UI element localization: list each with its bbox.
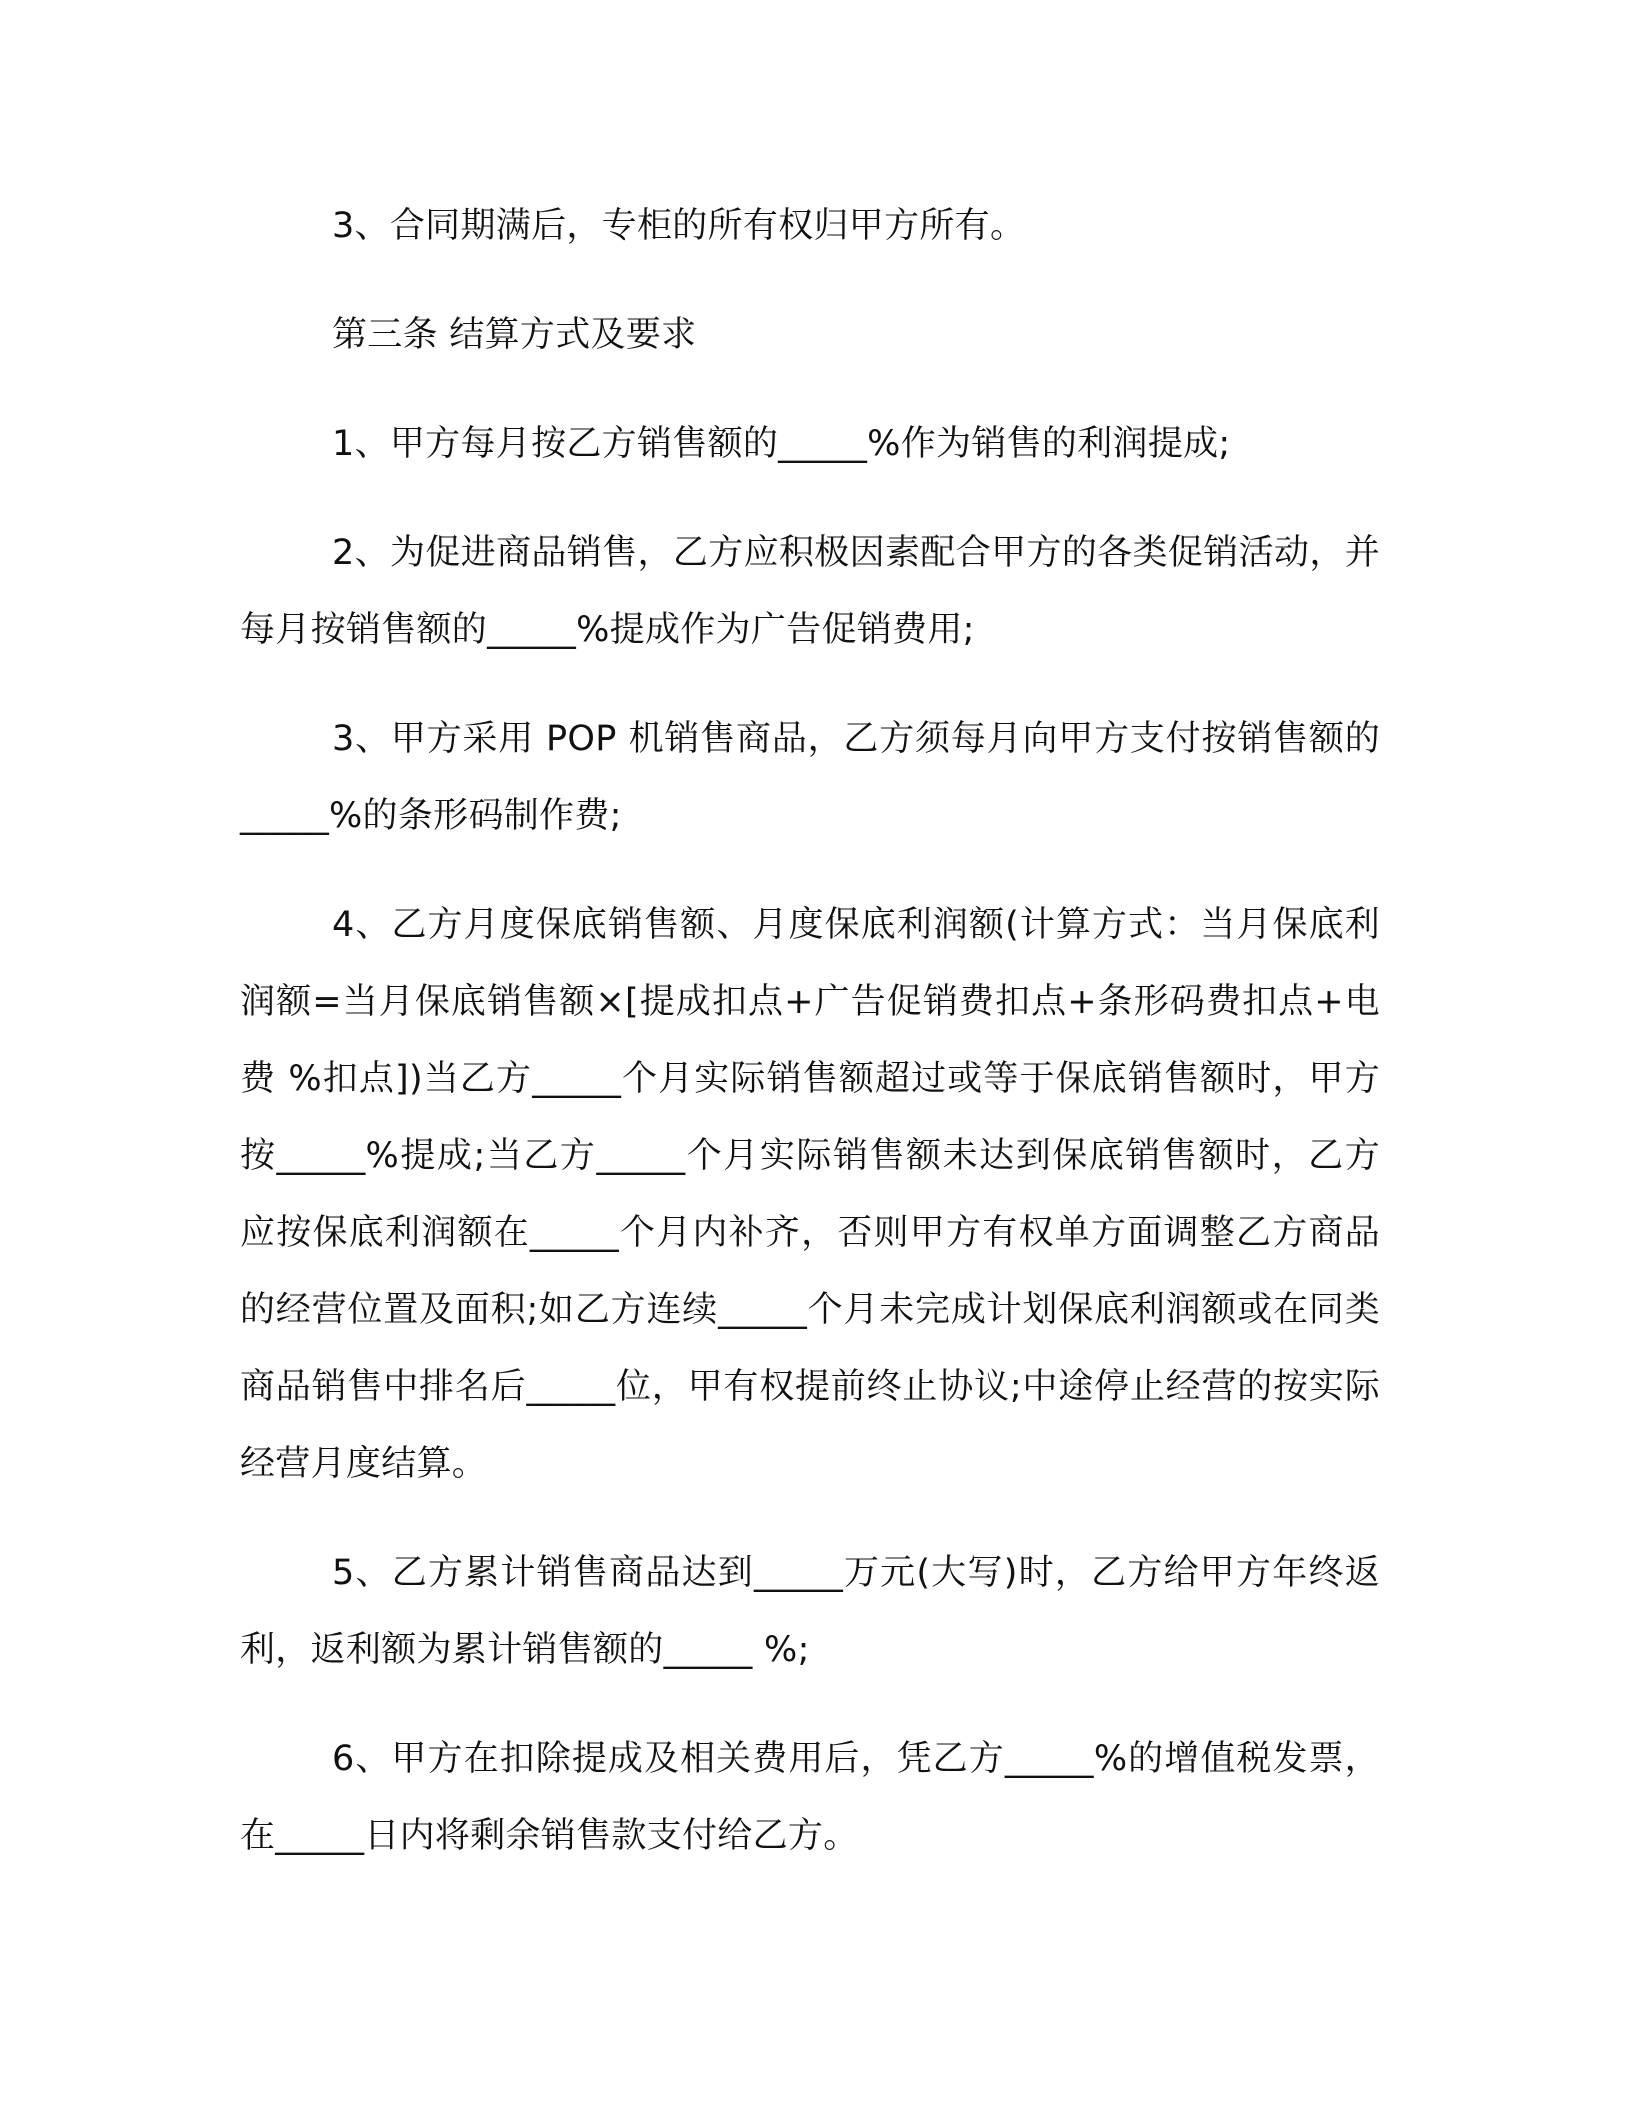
clause-1-paragraph: 1、甲方每月按乙方销售额的_____%作为销售的利润提成;	[332, 424, 1231, 464]
clause-4-paragraph: 4、乙方月度保底销售额、月度保底利润额(计算方式：当月保底利润额=当月保底销售额×[提成扣点+广告促销费扣点+条形码费扣点+电费 %扣点])当乙方_____个月实际销售额超过或等于保底销售额时，甲方按_____%提成;当乙方_____个月实际销售额未达到保底销售额时，乙方应按保底利润额在_____个月内补齐，否则甲方有权单方面调整乙方商品的经营位置及面积;如乙方连续_____个月未完成计划保底利润额或在同类商品销售中排名后_____位，甲有权提前终止协议;中途停止经营的按实际经营月度结算。	[240, 905, 1380, 1484]
clause-ownership-paragraph: 3、合同期满后，专柜的所有权归甲方所有。	[332, 206, 1026, 246]
clause-2-paragraph: 2、为促进商品销售，乙方应积极因素配合甲方的各类促销活动，并每月按销售额的_____%提成作为广告促销费用;	[240, 533, 1380, 650]
article-three-heading: 第三条 结算方式及要求	[332, 315, 697, 355]
document-page	[240, 188, 1380, 1907]
clause-5-paragraph: 5、乙方累计销售商品达到_____万元(大写)时，乙方给甲方年终返利，返利额为累计销售额的_____ %;	[240, 1553, 1380, 1670]
clause-3-paragraph: 3、甲方采用 POP 机销售商品，乙方须每月向甲方支付按销售额的_____%的条形码制作费;	[240, 719, 1380, 836]
clause-6-paragraph: 6、甲方在扣除提成及相关费用后，凭乙方_____%的增值税发票，在_____日内将剩余销售款支付给乙方。	[240, 1739, 1380, 1856]
